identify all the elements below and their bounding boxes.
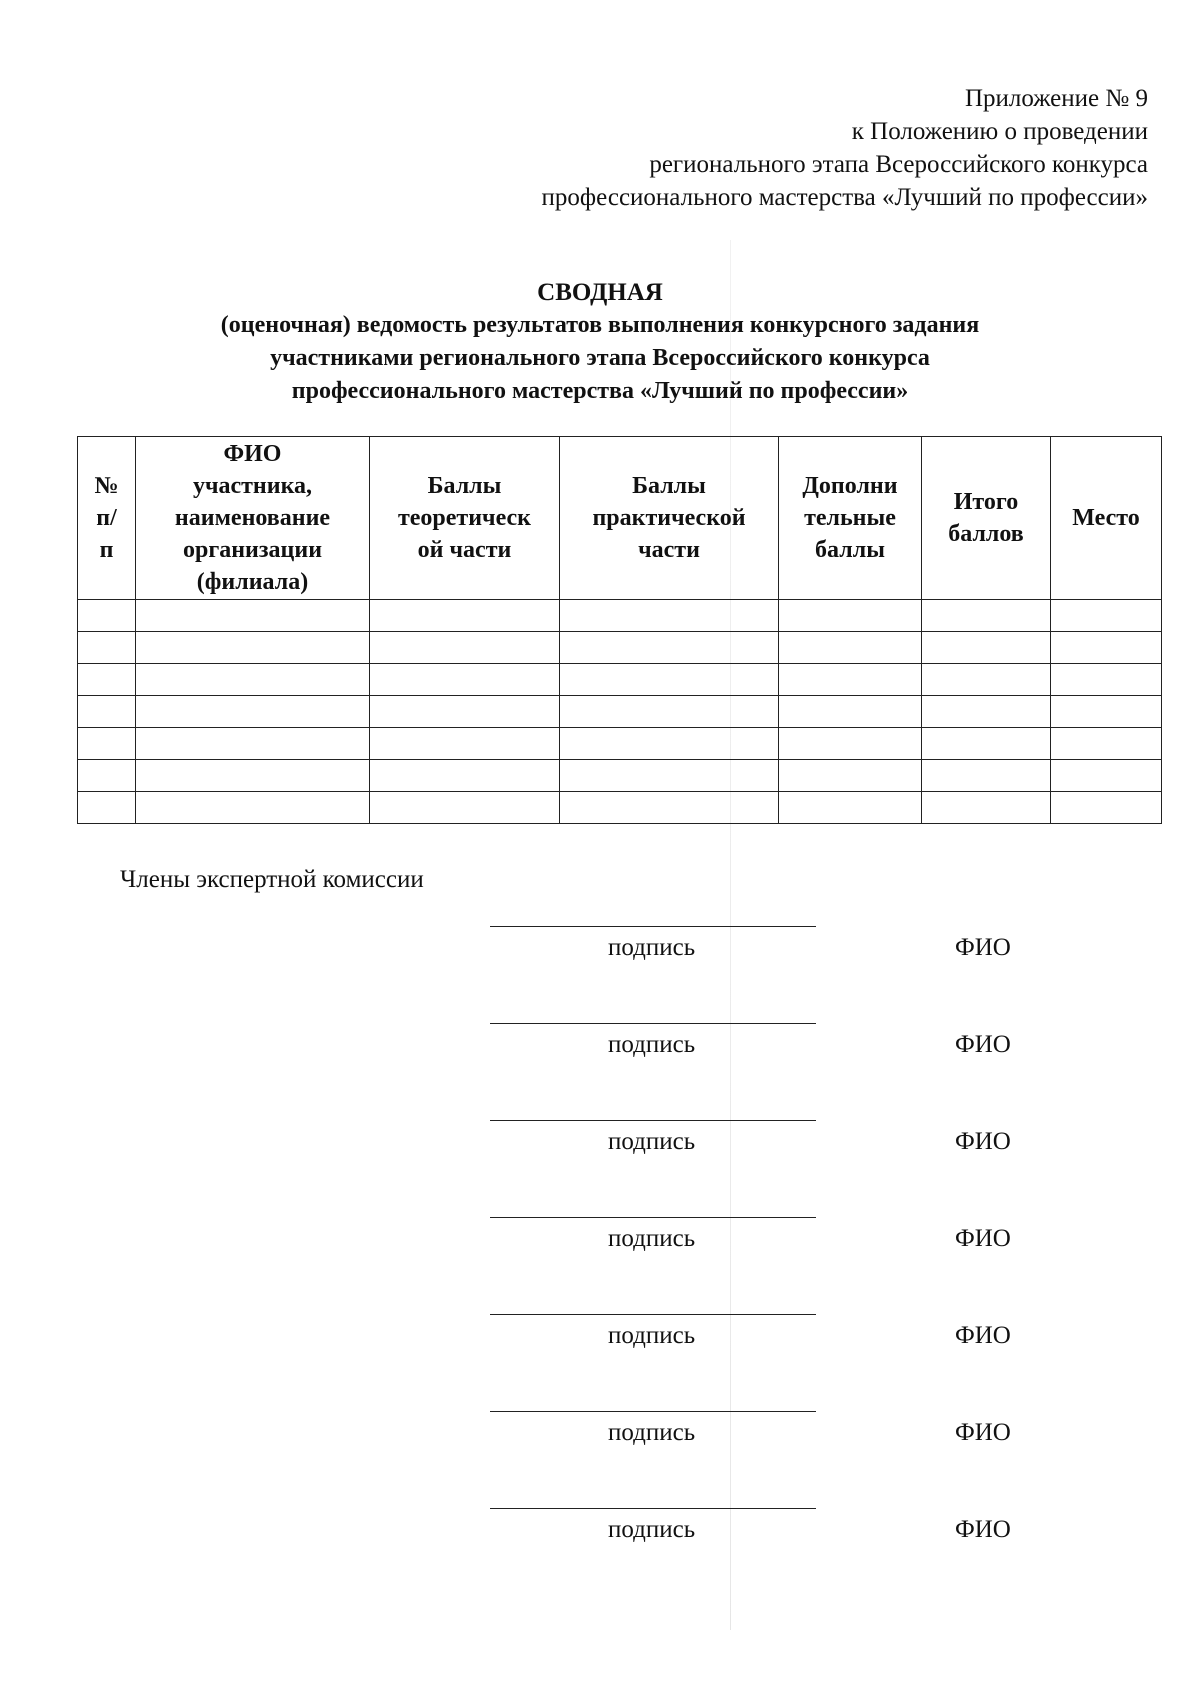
table-row — [78, 696, 1162, 728]
table-cell — [560, 696, 779, 728]
signature-line — [490, 1314, 816, 1315]
table-header-row — [78, 437, 1162, 600]
signature-label: подпись — [608, 934, 696, 961]
results-table — [77, 436, 1162, 824]
header-text-line: Дополни — [802, 473, 898, 499]
col-practice-score-header — [560, 437, 779, 600]
table-cell — [922, 696, 1051, 728]
table-cell — [1051, 792, 1162, 824]
header-text-line: части — [638, 537, 700, 563]
table-cell — [136, 600, 370, 632]
table-cell — [370, 696, 560, 728]
signature-line — [490, 1508, 816, 1509]
table-cell — [136, 792, 370, 824]
table-row — [78, 792, 1162, 824]
table-cell — [1051, 664, 1162, 696]
table-cell — [560, 760, 779, 792]
table-cell — [1051, 632, 1162, 664]
header-text-line: практической — [592, 505, 746, 531]
table-cell — [78, 600, 136, 632]
fio-label: ФИО — [955, 1225, 1011, 1252]
header-text-line: наименование — [174, 505, 331, 531]
table-row — [78, 664, 1162, 696]
fio-label: ФИО — [955, 1419, 1011, 1446]
signature-label: подпись — [608, 1419, 696, 1446]
header-text-line: тельные — [804, 505, 896, 531]
table-cell — [560, 600, 779, 632]
fio-label: ФИО — [955, 1031, 1011, 1058]
table-body — [78, 600, 1162, 824]
table-cell — [779, 728, 922, 760]
table-cell — [779, 632, 922, 664]
fio-label: ФИО — [955, 1322, 1011, 1349]
header-text-line: Баллы — [632, 473, 706, 499]
header-text-line: баллы — [815, 537, 885, 563]
signature-line — [490, 1411, 816, 1412]
appendix-reference: к Положению о проведении — [851, 118, 1148, 145]
table-cell — [136, 632, 370, 664]
appendix-reference-line2: регионального этапа Всероссийского конкурса — [649, 151, 1148, 178]
table-cell — [1051, 600, 1162, 632]
fio-label: ФИО — [955, 934, 1011, 961]
table-row — [78, 728, 1162, 760]
table-cell — [78, 696, 136, 728]
table-cell — [779, 696, 922, 728]
appendix-reference-line3: профессионального мастерства «Лучший по профессии» — [541, 184, 1148, 211]
table-cell — [922, 760, 1051, 792]
table-cell — [136, 760, 370, 792]
table-cell — [779, 664, 922, 696]
col-bonus-score-header — [779, 437, 922, 600]
table-cell — [560, 728, 779, 760]
table-cell — [779, 760, 922, 792]
title-line-3: профессионального мастерства «Лучший по профессии» — [291, 378, 909, 404]
table-cell — [370, 632, 560, 664]
header-text-line: теоретическ — [397, 505, 532, 531]
signature-label: подпись — [608, 1225, 696, 1252]
table-cell — [370, 600, 560, 632]
table-cell — [779, 792, 922, 824]
table-cell — [560, 632, 779, 664]
table-cell — [922, 632, 1051, 664]
table-cell — [78, 760, 136, 792]
col-theory-score-header — [370, 437, 560, 600]
title-line-2: участниками регионального этапа Всероссийского конкурса — [270, 345, 930, 371]
table-cell — [922, 664, 1051, 696]
table-cell — [560, 792, 779, 824]
signature-line — [490, 1023, 816, 1024]
table-row — [78, 632, 1162, 664]
signature-line — [490, 926, 816, 927]
header-text-line: организации — [182, 537, 323, 563]
header-text-line: п/ — [96, 505, 117, 531]
fio-label: ФИО — [955, 1128, 1011, 1155]
appendix-header — [542, 82, 1148, 214]
table-cell — [78, 792, 136, 824]
signature-label: подпись — [608, 1128, 696, 1155]
title-line-1: (оценочная) ведомость результатов выполнения конкурсного задания — [220, 312, 980, 338]
signature-line — [490, 1217, 816, 1218]
commission-label: Члены экспертной комиссии — [120, 866, 424, 893]
signature-label: подпись — [608, 1031, 696, 1058]
header-text-line: Место — [1072, 505, 1140, 531]
table-row — [78, 600, 1162, 632]
col-total-score-header — [922, 437, 1051, 600]
table-cell — [1051, 760, 1162, 792]
table-cell — [370, 728, 560, 760]
col-participant-header — [136, 437, 370, 600]
signature-label: подпись — [608, 1516, 696, 1543]
table-cell — [922, 728, 1051, 760]
table-cell — [136, 664, 370, 696]
document-title — [0, 276, 1200, 408]
table-cell — [560, 664, 779, 696]
header-text-line: Баллы — [427, 473, 502, 499]
title-main: СВОДНАЯ — [537, 279, 663, 306]
table-cell — [370, 664, 560, 696]
table-cell — [1051, 728, 1162, 760]
table-cell — [370, 760, 560, 792]
header-text-line: Итого — [953, 489, 1019, 515]
header-text-line: № — [94, 473, 119, 499]
table-cell — [136, 728, 370, 760]
header-text-line: (филиала) — [196, 569, 309, 595]
table-cell — [922, 792, 1051, 824]
col-number-header — [78, 437, 136, 600]
header-text-line: п — [99, 537, 114, 563]
col-place-header — [1051, 437, 1162, 600]
header-text-line: участника, — [192, 473, 313, 499]
header-text-line: ФИО — [223, 441, 282, 467]
table-cell — [779, 600, 922, 632]
table-cell — [78, 728, 136, 760]
table-cell — [136, 696, 370, 728]
signature-label: подпись — [608, 1322, 696, 1349]
table-cell — [922, 600, 1051, 632]
table-cell — [78, 664, 136, 696]
table-cell — [1051, 696, 1162, 728]
table-cell — [370, 792, 560, 824]
signature-line — [490, 1120, 816, 1121]
header-text-line: ой части — [417, 537, 512, 563]
fio-label: ФИО — [955, 1516, 1011, 1543]
header-text-line: баллов — [948, 521, 1024, 547]
table-row — [78, 760, 1162, 792]
table-cell — [78, 632, 136, 664]
appendix-number: Приложение № 9 — [964, 85, 1148, 112]
